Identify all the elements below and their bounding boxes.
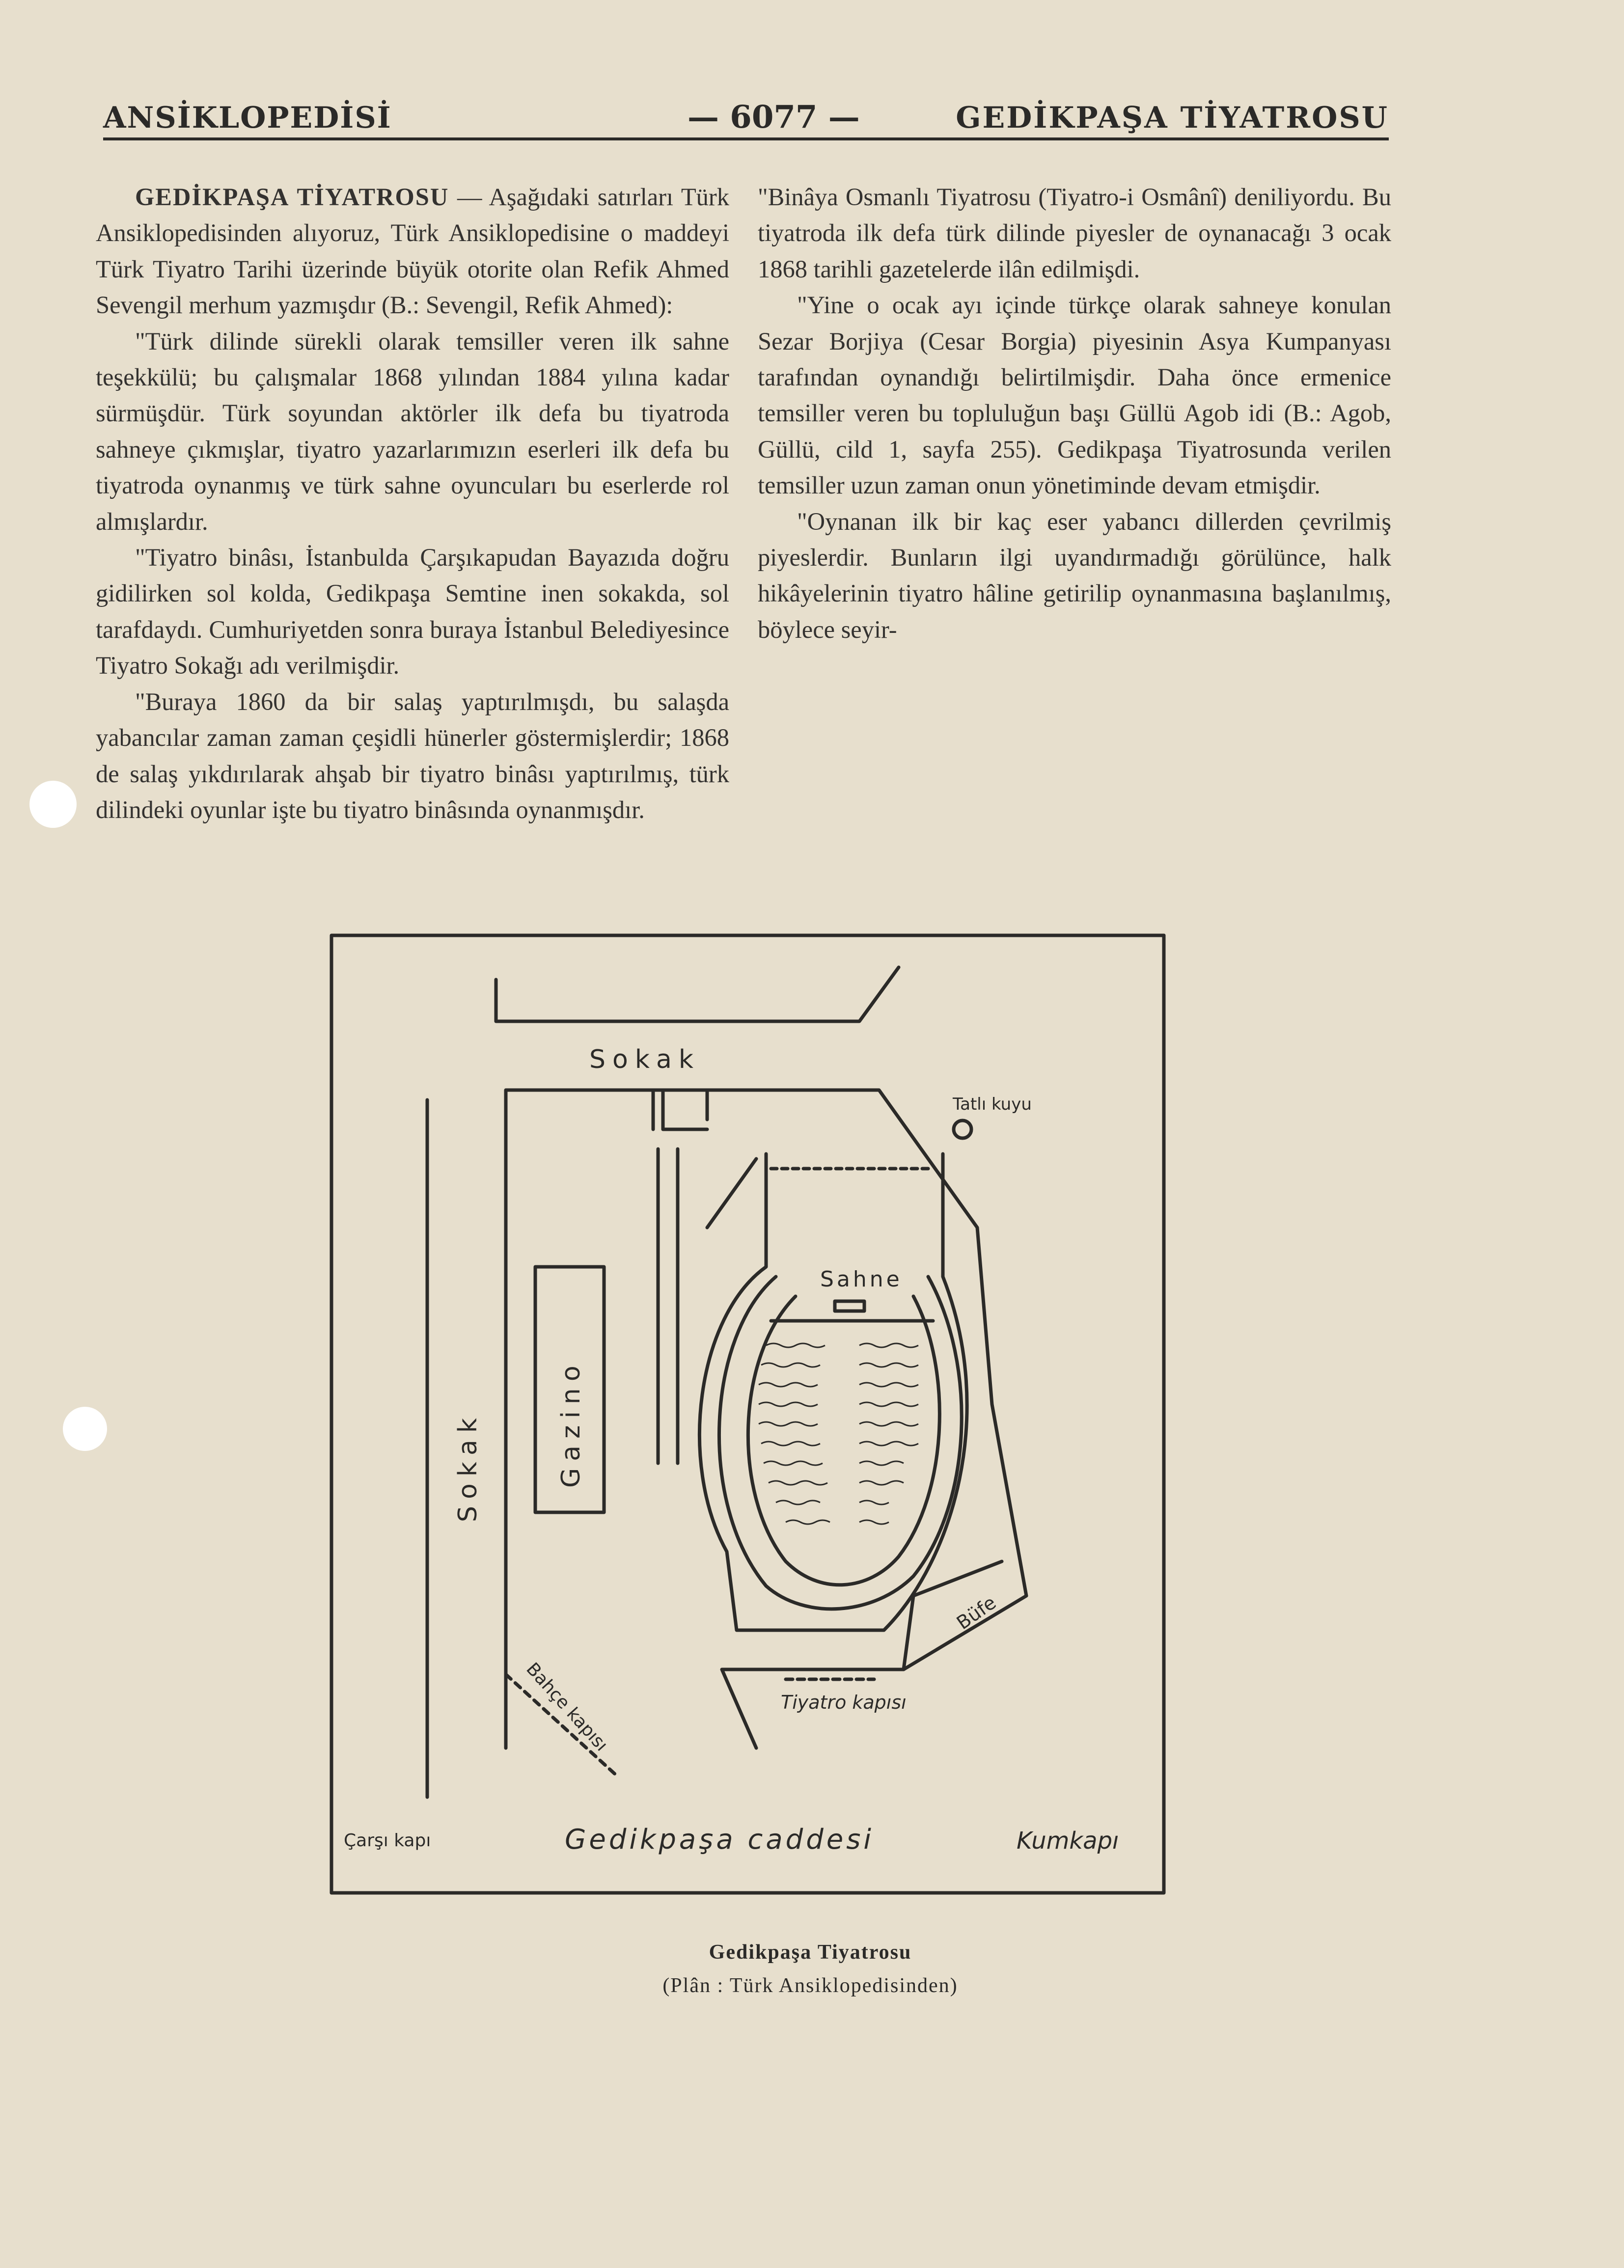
running-header bbox=[103, 101, 1389, 140]
paragraph-1: "Türk dilinde sürekli olarak temsiller veren ilk sahne teşekkülü; bu çalışmalar 1868 yılından 1884 yılına kadar sürmüşdür. Türk soyundan aktörler ilk defa bu tiyatroda sahneye çıkmışlar, tiyatro yazarlarımızın eserleri ilk defa bu tiyatroda oynanmış ve türk sahne oyuncuları bu eserlerde rol almışlardır. bbox=[96, 327, 729, 535]
theatre-floor-plan bbox=[275, 923, 1198, 1903]
paragraph-2: "Tiyatro binâsı, İstanbulda Çarşıkapudan Bayazıda doğru gidilirken sol kolda, Gedikpaşa Semtine inen sokakda, sol tarafdaydı. Cumhuriyetden sonra buraya İstanbul Belediyesince Tiyatro Sokağı adı verilmişdir. bbox=[96, 544, 729, 680]
right-column bbox=[758, 179, 1391, 648]
label-street-left: Sokak bbox=[453, 1411, 483, 1522]
figure-caption-title: Gedikpaşa Tiyatrosu bbox=[709, 1941, 912, 1964]
diagonal-wall bbox=[707, 1159, 756, 1228]
label-stage: Sahne bbox=[820, 1267, 903, 1292]
label-left-corner: Çarşı kapı bbox=[344, 1831, 431, 1851]
label-well: Tatlı kuyu bbox=[953, 1094, 1032, 1114]
punch-hole-top bbox=[29, 781, 77, 828]
article-intro bbox=[96, 179, 729, 324]
plan-drawing bbox=[275, 923, 1198, 1903]
figure-caption-source: (Plân : Türk Ansiklopedisinden) bbox=[662, 1974, 958, 1997]
page-number: — 6077 — bbox=[688, 99, 860, 136]
label-street-top: Sokak bbox=[589, 1045, 700, 1074]
label-main-street: Gedikpaşa caddesi bbox=[565, 1824, 874, 1856]
label-right-corner: Kumkapı bbox=[1017, 1827, 1119, 1855]
header-left: ANSİKLOPEDİSİ bbox=[103, 101, 392, 135]
paragraph-6: "Oynanan ilk bir kaç eser yabancı dillerden çevrilmiş piyeslerdir. Bunların ilgi uyandırmadığı görülünce, halk hikâyelerinin tiyatro hâline getirilip oynanmasına başlanılmış, böylece seyir- bbox=[758, 507, 1391, 643]
label-theatre-gate: Tiyatro kapısı bbox=[781, 1692, 907, 1713]
top-entrance bbox=[653, 1090, 707, 1129]
label-garden-gate: Bahçe kapısı bbox=[522, 1659, 612, 1755]
header-right: GEDİKPAŞA TİYATROSU bbox=[956, 101, 1389, 135]
seating-rows bbox=[759, 1343, 918, 1524]
label-buffet: Büfe bbox=[952, 1591, 1000, 1634]
punch-hole-bottom bbox=[63, 1407, 107, 1451]
header-rule bbox=[103, 137, 1389, 140]
intro-text: — Aşağıdaki satırları Türk Ansiklopedisinden alıyoruz, Türk Ansiklopedisine o maddeyi Türk Tiyatro Tarihi üzerinde büyük otorite olan Refik Ahmed Sevengil merhum yazmışdır (B.: Sevengil, Refik Ahmed): bbox=[96, 183, 729, 319]
stage-prompt-box bbox=[835, 1301, 864, 1311]
well-circle bbox=[954, 1120, 971, 1138]
label-gazino: Gazino bbox=[556, 1359, 586, 1488]
paragraph-3: "Buraya 1860 da bir salaş yaptırılmışdı, bu salaşda yabancılar zaman zaman çeşidli hünerler göstermişlerdir; 1868 de salaş yıkdırılarak ahşab bir tiyatro binâsı yaptırılmış, türk dilindeki oyunlar işte bu tiyatro binâsında oynanmışdır. bbox=[96, 687, 729, 823]
article-title: GEDİKPAŞA TİYATROSU bbox=[135, 183, 449, 211]
paragraph-4: "Binâya Osmanlı Tiyatrosu (Tiyatro-i Osmânî) deniliyordu. Bu tiyatroda ilk defa türk dilinde piyesler de oynanacağı 3 ocak 1868 tarihli gazetelerde ilân edilmişdi. bbox=[758, 183, 1391, 283]
seating-ring-inner bbox=[748, 1296, 939, 1585]
paragraph-5: "Yine o ocak ayı içinde türkçe olarak sahneye konulan Sezar Borjiya (Cesar Borgia) piyesinin Asya Kumpanyası tarafından oynandığı belirtilmişdir. Daha önce ermenice temsiller veren bu topluluğun başı Güllü Agob idi (B.: Agob, Güllü, cild 1, sayfa 255). Gedikpaşa Tiyatrosunda verilen temsiller uzun zaman onun yönetiminde devam etmişdir. bbox=[758, 291, 1391, 499]
top-street-line bbox=[496, 967, 899, 1021]
left-column bbox=[96, 179, 729, 823]
